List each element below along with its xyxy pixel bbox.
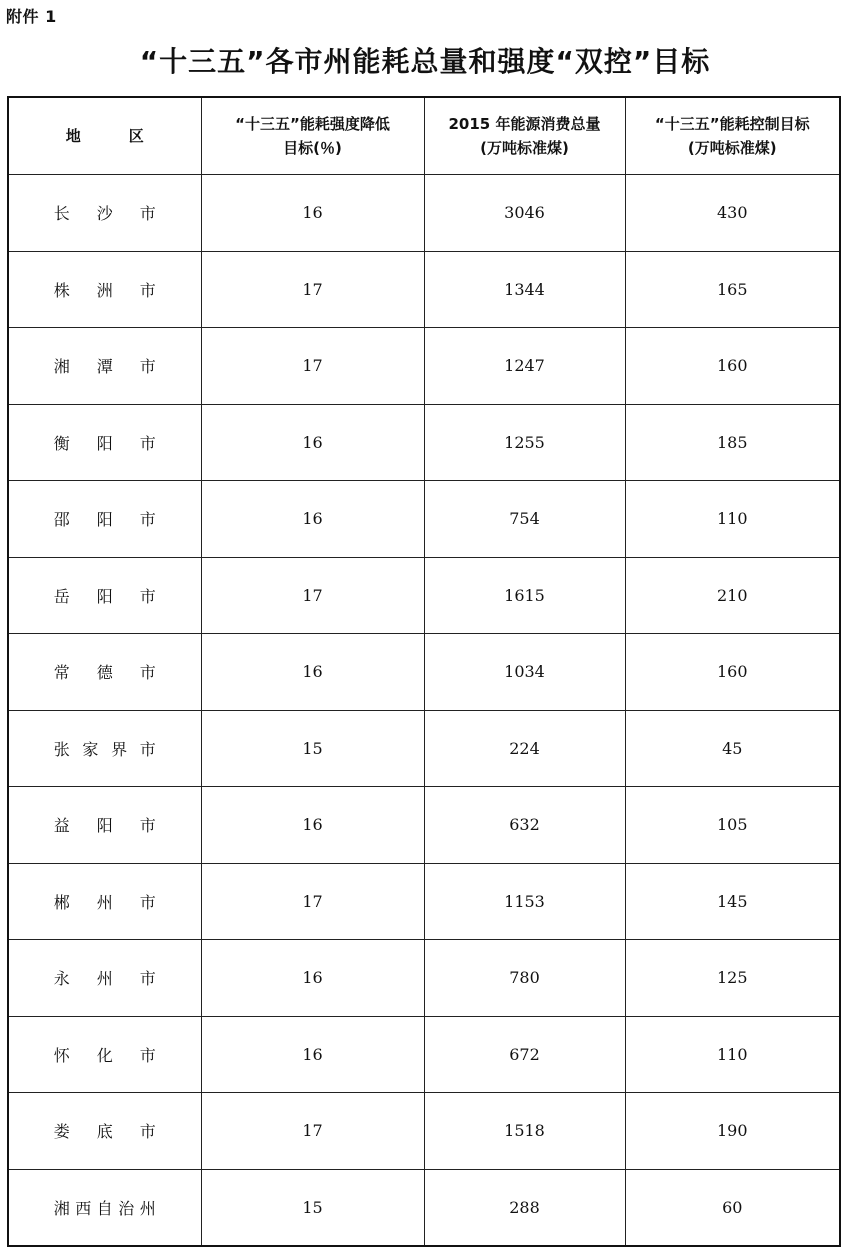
region-cell xyxy=(8,863,201,940)
energy-2015-cell: 3046 xyxy=(424,175,625,252)
table-row xyxy=(8,404,840,481)
target-cell: 190 xyxy=(625,1093,840,1170)
region-cell xyxy=(8,557,201,634)
table-header-row xyxy=(8,97,840,175)
rate-cell: 17 xyxy=(201,1093,424,1170)
region-name: 常德市 xyxy=(53,663,156,683)
table-row xyxy=(8,940,840,1017)
rate-cell: 15 xyxy=(201,710,424,787)
region-cell xyxy=(8,634,201,711)
target-cell: 145 xyxy=(625,863,840,940)
table-row xyxy=(8,1016,840,1093)
region-cell xyxy=(8,481,201,558)
region-cell xyxy=(8,251,201,328)
region-cell xyxy=(8,787,201,864)
region-name: 永州市 xyxy=(53,969,156,989)
rate-cell: 16 xyxy=(201,481,424,558)
energy-targets-table xyxy=(7,96,841,1247)
region-cell xyxy=(8,1169,201,1246)
header-rate-line1: “十三五”能耗强度降低 xyxy=(235,115,390,133)
rate-cell: 16 xyxy=(201,787,424,864)
target-cell: 210 xyxy=(625,557,840,634)
region-name: 娄底市 xyxy=(53,1122,156,1142)
region-name: 湘潭市 xyxy=(53,357,156,377)
header-target-line2: (万吨标准煤) xyxy=(687,139,777,157)
region-cell xyxy=(8,175,201,252)
region-cell xyxy=(8,710,201,787)
region-cell xyxy=(8,328,201,405)
header-target xyxy=(625,97,840,175)
energy-2015-cell: 754 xyxy=(424,481,625,558)
region-cell xyxy=(8,404,201,481)
energy-2015-cell: 1255 xyxy=(424,404,625,481)
rate-cell: 16 xyxy=(201,1016,424,1093)
energy-2015-cell: 780 xyxy=(424,940,625,1017)
target-cell: 110 xyxy=(625,1016,840,1093)
target-cell: 165 xyxy=(625,251,840,328)
target-cell: 105 xyxy=(625,787,840,864)
table-row xyxy=(8,328,840,405)
target-cell: 430 xyxy=(625,175,840,252)
target-cell: 110 xyxy=(625,481,840,558)
rate-cell: 17 xyxy=(201,863,424,940)
energy-2015-cell: 224 xyxy=(424,710,625,787)
header-region-label: 地 区 xyxy=(65,127,144,145)
rate-cell: 17 xyxy=(201,557,424,634)
table-row xyxy=(8,557,840,634)
table-row xyxy=(8,787,840,864)
region-name: 湘西自治州 xyxy=(53,1198,156,1218)
table-body xyxy=(8,175,840,1247)
header-energy-line2: (万吨标准煤) xyxy=(480,139,569,157)
region-cell xyxy=(8,940,201,1017)
region-name: 益阳市 xyxy=(53,816,156,836)
header-region xyxy=(8,97,201,175)
energy-2015-cell: 1518 xyxy=(424,1093,625,1170)
region-cell xyxy=(8,1016,201,1093)
rate-cell: 15 xyxy=(201,1169,424,1246)
energy-2015-cell: 1247 xyxy=(424,328,625,405)
energy-2015-cell: 1034 xyxy=(424,634,625,711)
header-rate-line2: 目标(％) xyxy=(283,139,342,157)
rate-cell: 17 xyxy=(201,251,424,328)
rate-cell: 16 xyxy=(201,634,424,711)
energy-2015-cell: 1153 xyxy=(424,863,625,940)
energy-2015-cell: 1615 xyxy=(424,557,625,634)
region-name: 邵阳市 xyxy=(53,510,156,530)
target-cell: 185 xyxy=(625,404,840,481)
table-row xyxy=(8,251,840,328)
table-row xyxy=(8,710,840,787)
table-row xyxy=(8,175,840,252)
energy-2015-cell: 632 xyxy=(424,787,625,864)
header-energy-line1: 2015 年能源消费总量 xyxy=(448,115,601,133)
attachment-label: 附件 1 xyxy=(6,7,57,26)
table-row xyxy=(8,1093,840,1170)
region-name: 株洲市 xyxy=(53,280,156,300)
table-row xyxy=(8,481,840,558)
region-name: 张家界市 xyxy=(53,739,156,759)
region-name: 郴州市 xyxy=(53,892,156,912)
region-name: 怀化市 xyxy=(53,1045,156,1065)
rate-cell: 16 xyxy=(201,175,424,252)
rate-cell: 16 xyxy=(201,940,424,1017)
energy-2015-cell: 672 xyxy=(424,1016,625,1093)
region-cell xyxy=(8,1093,201,1170)
header-target-line1: “十三五”能耗控制目标 xyxy=(654,115,810,133)
target-cell: 160 xyxy=(625,328,840,405)
header-energy xyxy=(424,97,625,175)
rate-cell: 17 xyxy=(201,328,424,405)
table-row xyxy=(8,863,840,940)
document-title: “十三五”各市州能耗总量和强度“双控”目标 xyxy=(139,45,711,78)
target-cell: 160 xyxy=(625,634,840,711)
table-row xyxy=(8,634,840,711)
header-rate xyxy=(201,97,424,175)
region-name: 长沙市 xyxy=(53,204,156,224)
region-name: 衡阳市 xyxy=(53,433,156,453)
target-cell: 60 xyxy=(625,1169,840,1246)
energy-2015-cell: 288 xyxy=(424,1169,625,1246)
energy-2015-cell: 1344 xyxy=(424,251,625,328)
rate-cell: 16 xyxy=(201,404,424,481)
table-row xyxy=(8,1169,840,1246)
target-cell: 45 xyxy=(625,710,840,787)
region-name: 岳阳市 xyxy=(53,586,156,606)
target-cell: 125 xyxy=(625,940,840,1017)
